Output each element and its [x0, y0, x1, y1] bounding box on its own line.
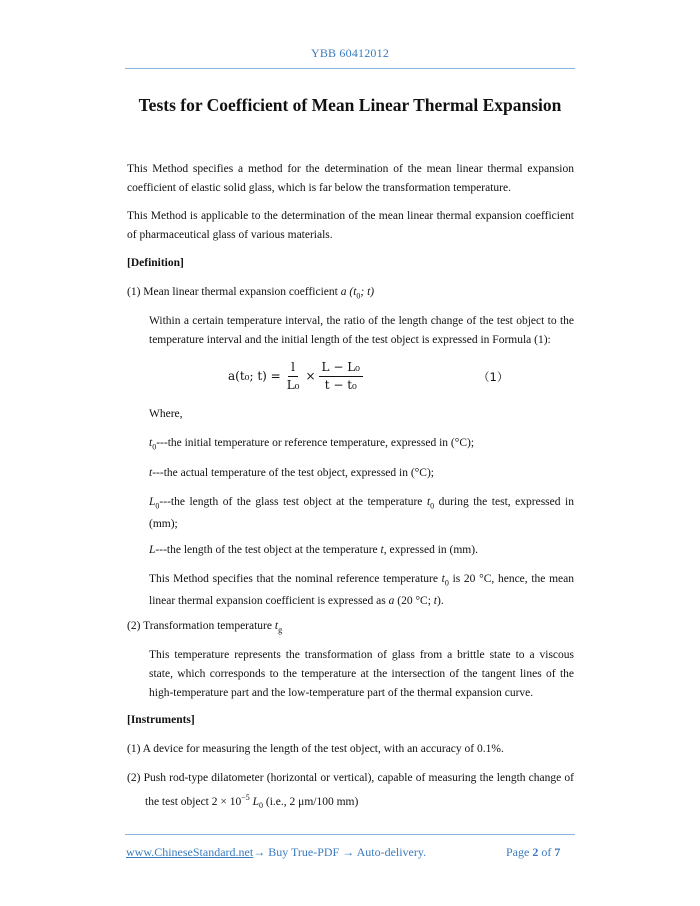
instruments-heading: [Instruments] [127, 714, 195, 726]
footer-rule [125, 834, 575, 835]
w4-symbol: L [149, 544, 156, 556]
definition-item-1-body: Within a certain temperature interval, the ratio of the length change of the test object to the temperature interval and the initial length of the test object is expressed in Formula (1): [149, 315, 574, 346]
w4-text-a: ---the length of the test object at the temperature [155, 544, 381, 556]
w4-symbol-2: t [380, 544, 384, 556]
item2-symbol: t [274, 620, 279, 632]
fraction-delta-l-over-delta-t [319, 360, 363, 393]
fraction-2-denominator: t − t₀ [324, 377, 357, 392]
page-number: 2 [532, 845, 539, 859]
inst2-text-b: (i.e., 2 μm/100 mm) [263, 795, 359, 808]
definition-heading: [Definition] [127, 257, 184, 269]
w1-sub: 0 [152, 442, 157, 452]
fraction-2-numerator: L − L₀ [319, 360, 363, 377]
instruments-item-2 [127, 769, 574, 815]
definition-item-2-body: This temperature represents the transformation of glass from a brittle state to a viscous state, which corresponds to the temperature at the intersection of the tangent lines of the high-temperature part and the low-temperature part of the thermal expansion curve. [149, 649, 574, 699]
fraction-1-numerator: l [288, 360, 298, 377]
where-t [149, 464, 574, 483]
nominal-reference-paragraph [149, 570, 574, 611]
inst2-sub: 0 [259, 801, 264, 811]
nominal-text-c: (20 °C; [394, 595, 434, 608]
definition-item-1 [127, 283, 574, 305]
item1-symbol-sub: 0 [356, 291, 361, 301]
w3-sub: 0 [155, 501, 160, 511]
w3-text-a: ---the length of the glass test object at the temperature [159, 496, 427, 508]
where-t0 [149, 434, 574, 456]
document-title: Tests for Coefficient of Mean Linear Thermal Expansion [138, 95, 562, 115]
w3-text-b: during the test, expressed in (mm); [149, 496, 574, 531]
w2-text: ---the actual temperature of the test object, expressed in (°C); [152, 467, 434, 479]
w1-text: ---the initial temperature or reference temperature, expressed in (°C); [156, 437, 475, 449]
nominal-symbol-2: a [388, 595, 395, 608]
intro-paragraph-2: This Method is applicable to the determination of the mean linear thermal expansion coefficient of pharmaceutical glass of various materials. [127, 210, 574, 241]
standard-code-header: YBB 60412012 [310, 46, 390, 60]
nominal-text-d: ). [436, 595, 444, 608]
page-total: 7 [554, 845, 561, 859]
inst2-text-a: (2) Push rod-type dilatometer (horizontal or vertical), capable of measuring the length change of the test object 2 × 10 [127, 772, 574, 808]
w3-symbol: L [149, 496, 156, 508]
definition-item-2 [127, 617, 574, 639]
instruments-item-1: (1) A device for measuring the length of the test object, with an accuracy of 0.1%. [127, 743, 504, 755]
intro-paragraph-1: This Method specifies a method for the determination of the mean linear thermal expansion coefficient of elastic solid glass, which is far below the transformation temperature. [127, 163, 574, 194]
formula-lhs: a(t₀; t) = [228, 369, 281, 383]
item2-prefix: (2) Transformation temperature [127, 620, 275, 632]
formula-times: × [305, 369, 316, 383]
item1-prefix: (1) Mean linear thermal expansion coefficient [127, 286, 341, 298]
fraction-1-denominator: L₀ [286, 377, 300, 392]
item1-symbol: a (t [340, 286, 357, 298]
nominal-symbol: t [441, 573, 445, 585]
header-rule [125, 68, 575, 69]
inst2-sup: −5 [241, 793, 250, 802]
item2-sub: g [278, 625, 283, 635]
nominal-text-a: This Method specifies that the nominal reference temperature [149, 573, 442, 585]
fraction-l-over-l0 [284, 360, 303, 393]
w4-text-b: , expressed in (mm). [383, 544, 478, 556]
footer-purchase-text: → Buy True-PDF → Auto-delivery. [253, 845, 427, 859]
w3-sub-2: 0 [430, 501, 435, 511]
formula-1 [228, 356, 366, 396]
of-word: of [538, 845, 555, 859]
where-label: Where, [149, 408, 183, 420]
item1-symbol-end: ; t) [360, 286, 375, 298]
footer-link-group [126, 845, 426, 860]
inst2-symbol: L [252, 795, 260, 808]
nominal-sub: 0 [444, 578, 449, 588]
where-l [149, 541, 574, 560]
w1-symbol: t [149, 437, 153, 449]
chinesestandard-link[interactable]: www.ChineseStandard.net [126, 845, 254, 859]
equation-number: （1） [478, 370, 509, 384]
page-word: Page [506, 845, 533, 859]
page-indicator [506, 845, 560, 860]
w3-symbol-2: t [426, 496, 431, 508]
w2-symbol: t [149, 467, 153, 479]
nominal-text-b: is 20 °C, hence, the mean linear thermal expansion coefficient is expressed as [149, 573, 574, 608]
nominal-symbol-3: t [433, 595, 437, 608]
where-l0 [149, 493, 574, 534]
